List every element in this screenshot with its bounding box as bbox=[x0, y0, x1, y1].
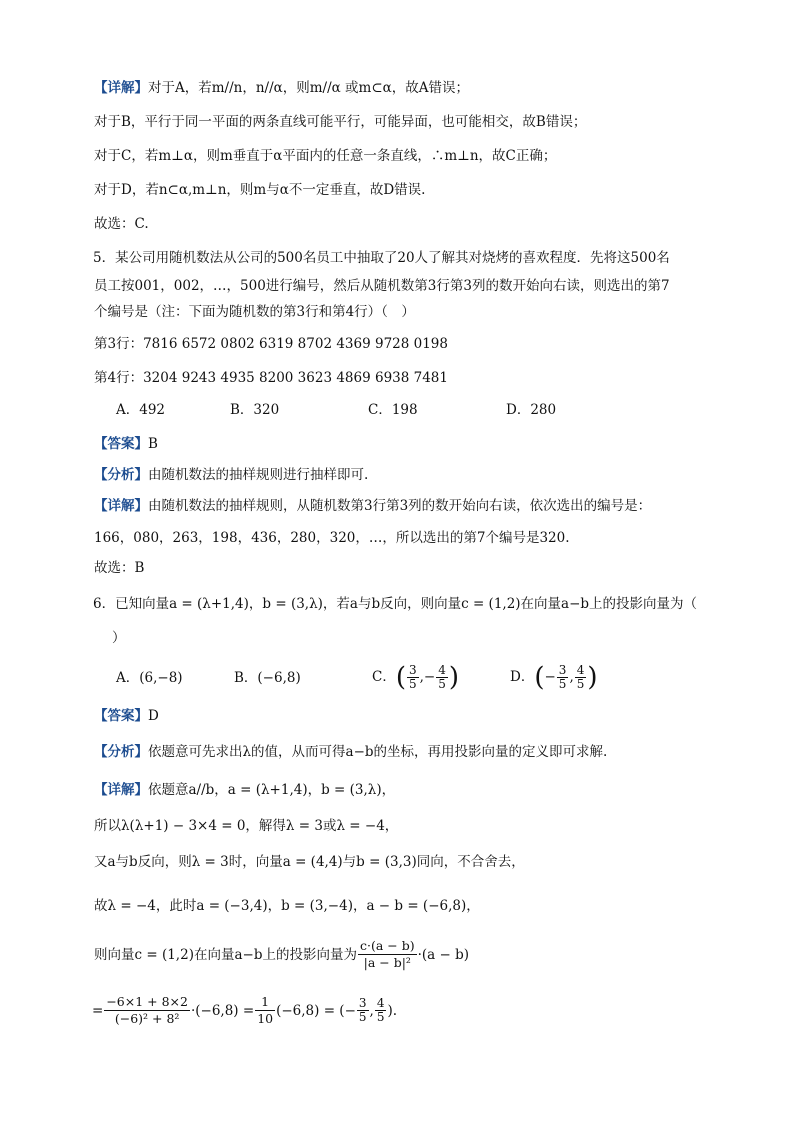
q6-detail-text-1: 依题意a//b，a = (λ+1,4)，b = (3,λ)， bbox=[148, 782, 396, 798]
q6-detail-line-4: 故λ = −4，此时a = (−3,4)，b = (3,−4)，a − b = (−6,8)， bbox=[94, 898, 480, 914]
scalar-fraction: $\frac{1}{10}$ bbox=[257, 994, 274, 1026]
close-paren: ) bbox=[587, 662, 598, 693]
q6-stem-line-1: 6．已知向量a = (λ+1,4)，b = (3,λ)，若a与b反向，则向量c = (1,2)在向量a−b上的投影向量为（ bbox=[93, 596, 698, 612]
q5-answer-value: B bbox=[148, 436, 158, 452]
q6-detail-line-2: 所以λ(λ+1) − 3×4 = 0，解得λ = 3或λ = −4， bbox=[94, 818, 399, 834]
q6-detail-6-tail: (−6,8) = (− bbox=[276, 1002, 356, 1019]
fraction: $\frac{4}{5}$ bbox=[576, 663, 585, 691]
q6-answer-value: D bbox=[148, 708, 159, 724]
q4-detail-line-b: 对于B，平行于同一平面的两条直线可能平行，可能异面，也可能相交，故B错误； bbox=[94, 114, 587, 130]
detail-tag: 【详解】 bbox=[94, 782, 148, 798]
q6-option-c: C．( $\frac{3}{5}$ ,− $\frac{4}{5}$ ) bbox=[372, 662, 460, 693]
q6-stem-line-2: ） bbox=[112, 630, 126, 646]
q5-detail-line-2: 166，080，263，198，436，280，320，…，所以选出的第7个编号是320. bbox=[94, 530, 570, 546]
open-paren: ( bbox=[395, 662, 406, 693]
fraction: $\frac{3}{5}$ bbox=[558, 663, 567, 691]
q4-detail-a-text: 对于A，若m//n，n//α，则m//α 或m⊂α，故A错误； bbox=[148, 80, 470, 96]
q6-detail-5-post: ·(a − b) bbox=[417, 946, 469, 963]
q6-detail-line-1 bbox=[94, 780, 395, 800]
q6-detail-line-6: = $\frac{-6\times 1 + 8\times 2}{\text{(−6)² + 8²}}$ ·(−6,8) = $\frac{1}{10}$ (−6,8) = (− $\frac{3}{5}$ , $\frac{4}{5}$ ). bbox=[92, 994, 398, 1026]
q6-analysis-text: 依题意可先求出λ的值，从而可得a−b的坐标，再用投影向量的定义即可求解. bbox=[148, 744, 608, 760]
q6-detail-6-end: ). bbox=[387, 1002, 398, 1019]
answer-tag: 【答案】 bbox=[94, 708, 148, 724]
q4-detail-line-c: 对于C，若m⊥α，则m垂直于α平面内的任意一条直线，∴m⊥n，故C正确； bbox=[94, 148, 557, 164]
q6-analysis bbox=[94, 742, 607, 762]
analysis-tag: 【分析】 bbox=[94, 467, 148, 483]
q5-analysis bbox=[94, 465, 368, 485]
q5-option-d: D．280 bbox=[506, 402, 557, 418]
q5-random-row-3: 第3行：7816 6572 0802 6319 8702 4369 9728 0198 bbox=[94, 336, 448, 352]
q5-detail-line-1 bbox=[94, 496, 651, 516]
q6-detail-6-mid: ·(−6,8) = bbox=[190, 1002, 255, 1019]
q5-options bbox=[116, 400, 556, 420]
q6-option-b: B．(−6,8) bbox=[234, 669, 301, 686]
q4-choose: 故选：C. bbox=[94, 216, 149, 232]
answer-tag: 【答案】 bbox=[94, 436, 148, 452]
detail-tag: 【详解】 bbox=[94, 498, 148, 514]
q5-answer bbox=[94, 434, 158, 454]
q5-option-c: C．198 bbox=[368, 402, 418, 418]
q6-option-c-label: C． bbox=[372, 669, 396, 685]
q5-option-a: A．492 bbox=[116, 402, 166, 418]
q5-stem-line-1: 5．某公司用随机数法从公司的500名员工中抽取了20人了解其对烧烤的喜欢程度．先将这500名 bbox=[93, 250, 670, 266]
q5-detail-text-1: 由随机数法的抽样规则，从随机数第3行第3列的数开始向右读，依次选出的编号是： bbox=[148, 498, 652, 514]
q5-random-row-4: 第4行：3204 9243 4935 8200 3623 4869 6938 7481 bbox=[94, 370, 448, 386]
projection-fraction: $\frac{c\cdot(a - b)}{\text{|a − b|²}}$ bbox=[359, 938, 415, 970]
q4-detail-line-d: 对于D，若n⊂α,m⊥n，则m与α不一定垂直，故D错误. bbox=[94, 182, 426, 198]
analysis-tag: 【分析】 bbox=[94, 744, 148, 760]
q5-stem-line-3: 个编号是（注：下面为随机数的第3行和第4行）（ ） bbox=[94, 304, 415, 320]
fraction: $\frac{3}{5}$ bbox=[409, 663, 417, 691]
q6-options bbox=[116, 664, 598, 691]
q5-option-b: B．320 bbox=[230, 402, 280, 418]
open-paren: ( bbox=[534, 662, 545, 693]
q5-choose: 故选：B bbox=[94, 560, 145, 576]
close-paren: ) bbox=[448, 662, 460, 693]
fraction: $\frac{3}{5}$ bbox=[358, 996, 367, 1024]
detail-tag: 【详解】 bbox=[94, 80, 148, 96]
fraction: $\frac{4}{5}$ bbox=[376, 996, 385, 1024]
q5-analysis-text: 由随机数法的抽样规则进行抽样即可. bbox=[148, 467, 369, 483]
q6-option-d-label: D． bbox=[510, 669, 535, 685]
fraction: $\frac{4}{5}$ bbox=[438, 663, 446, 691]
q6-option-a: A．(6,−8) bbox=[116, 669, 183, 686]
q5-stem-line-2: 员工按001，002，…，500进行编号，然后从随机数第3行第3列的数开始向右读，则选出的第7 bbox=[94, 278, 670, 294]
q6-option-d: D．(− $\frac{3}{5}$ , $\frac{4}{5}$ ) bbox=[510, 662, 598, 693]
equals-sign: = bbox=[92, 1002, 104, 1019]
q6-answer bbox=[94, 706, 159, 726]
q6-detail-5-pre: 则向量c = (1,2)在向量a−b上的投影向量为 bbox=[94, 946, 357, 963]
q6-detail-line-5 bbox=[94, 938, 469, 971]
q6-detail-line-3: 又a与b反向，则λ = 3时，向量a = (4,4)与b = (3,3)同向，不合舍去， bbox=[94, 854, 525, 870]
q4-detail-line-a bbox=[94, 78, 469, 98]
dot-product-fraction: $\frac{-6\times 1 + 8\times 2}{\text{(−6)² + 8²}}$ bbox=[106, 994, 188, 1026]
